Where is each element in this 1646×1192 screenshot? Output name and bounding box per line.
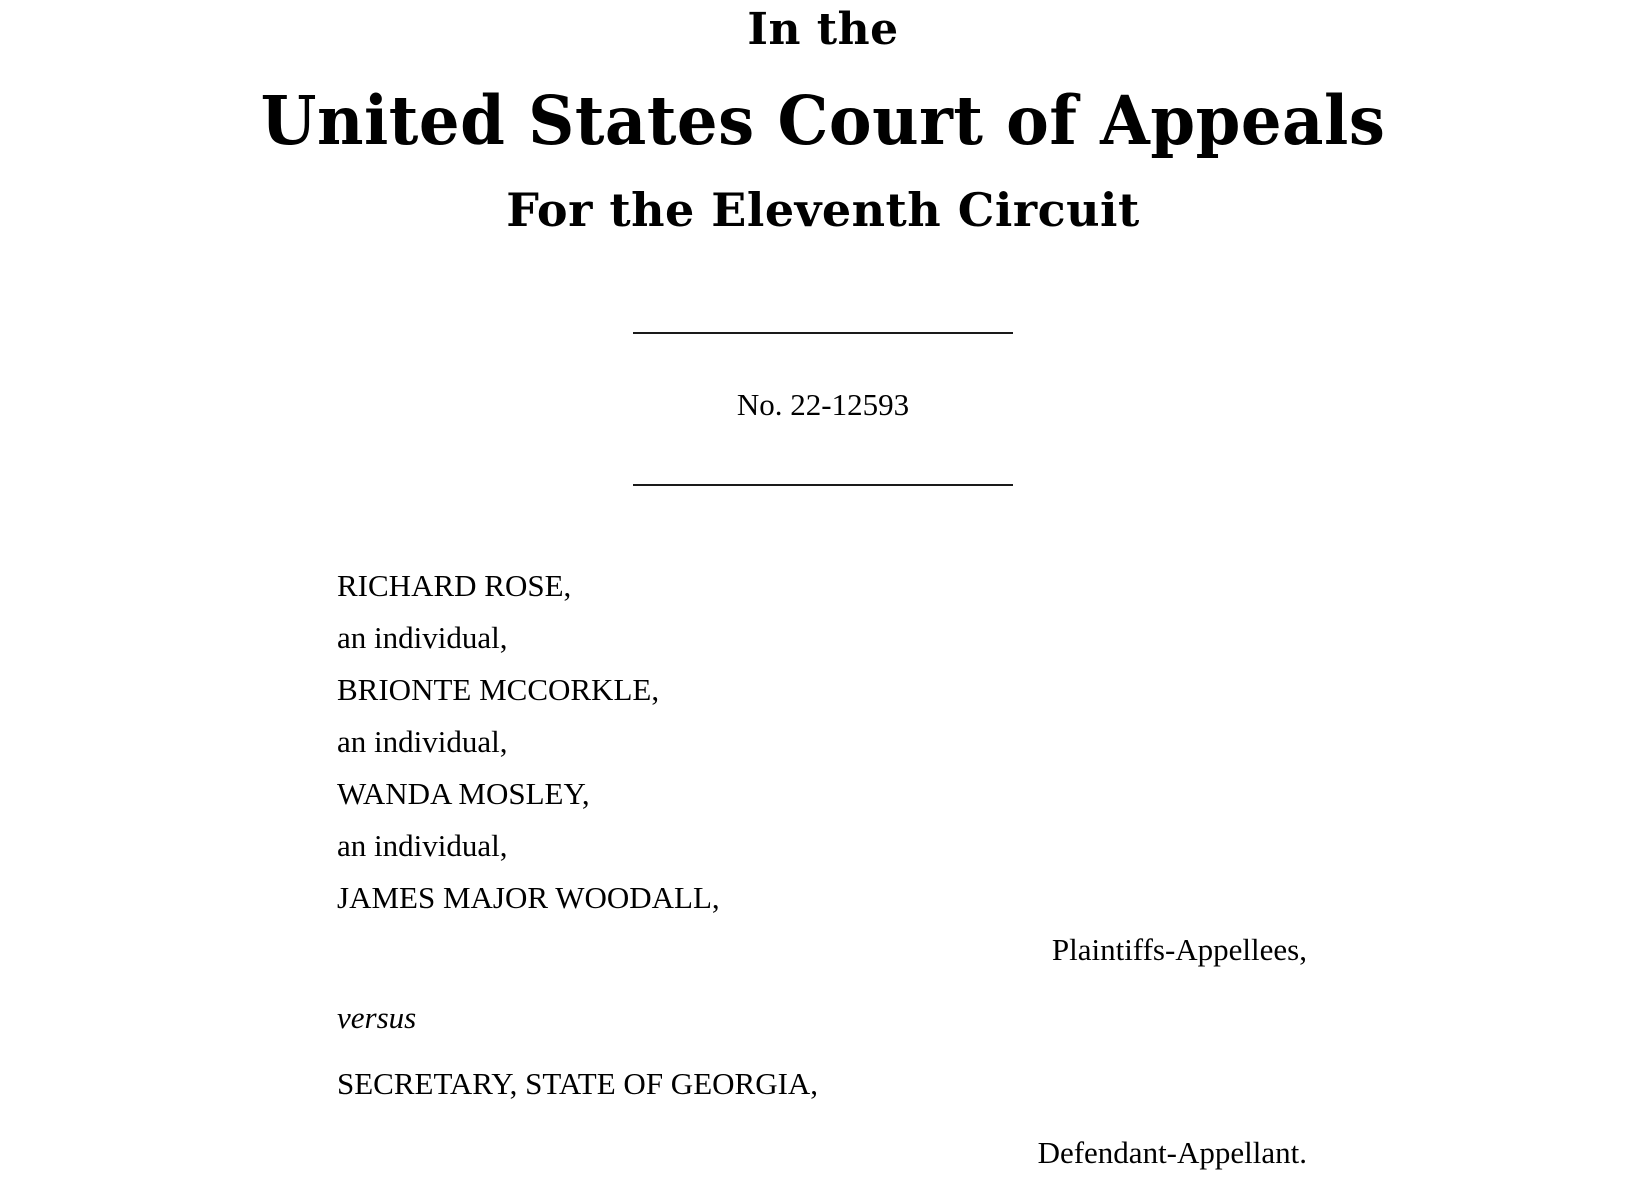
header-in-the: In the <box>747 4 899 55</box>
plaintiff-line: an individual, <box>337 620 508 655</box>
plaintiffs-list <box>337 560 720 924</box>
plaintiff-line: JAMES MAJOR WOODALL, <box>337 880 720 915</box>
divider-top <box>633 332 1013 334</box>
plaintiff-line: an individual, <box>337 828 508 863</box>
defendant-role: Defendant-Appellant. <box>1037 1135 1307 1170</box>
plaintiff-line: BRIONTE MCCORKLE, <box>337 672 660 707</box>
plaintiff-line: an individual, <box>337 724 508 759</box>
case-number: No. 22-12593 <box>736 387 910 422</box>
plaintiff-line: WANDA MOSLEY, <box>337 776 590 811</box>
court-title: United States Court of Appeals <box>260 82 1386 161</box>
versus-label: versus <box>337 1000 417 1035</box>
plaintiff-line: RICHARD ROSE, <box>337 568 572 603</box>
circuit-subtitle: For the Eleventh Circuit <box>506 183 1140 237</box>
divider-bottom <box>633 484 1013 486</box>
defendant-name: SECRETARY, STATE OF GEORGIA, <box>337 1066 819 1101</box>
plaintiffs-role: Plaintiffs-Appellees, <box>1051 932 1307 967</box>
